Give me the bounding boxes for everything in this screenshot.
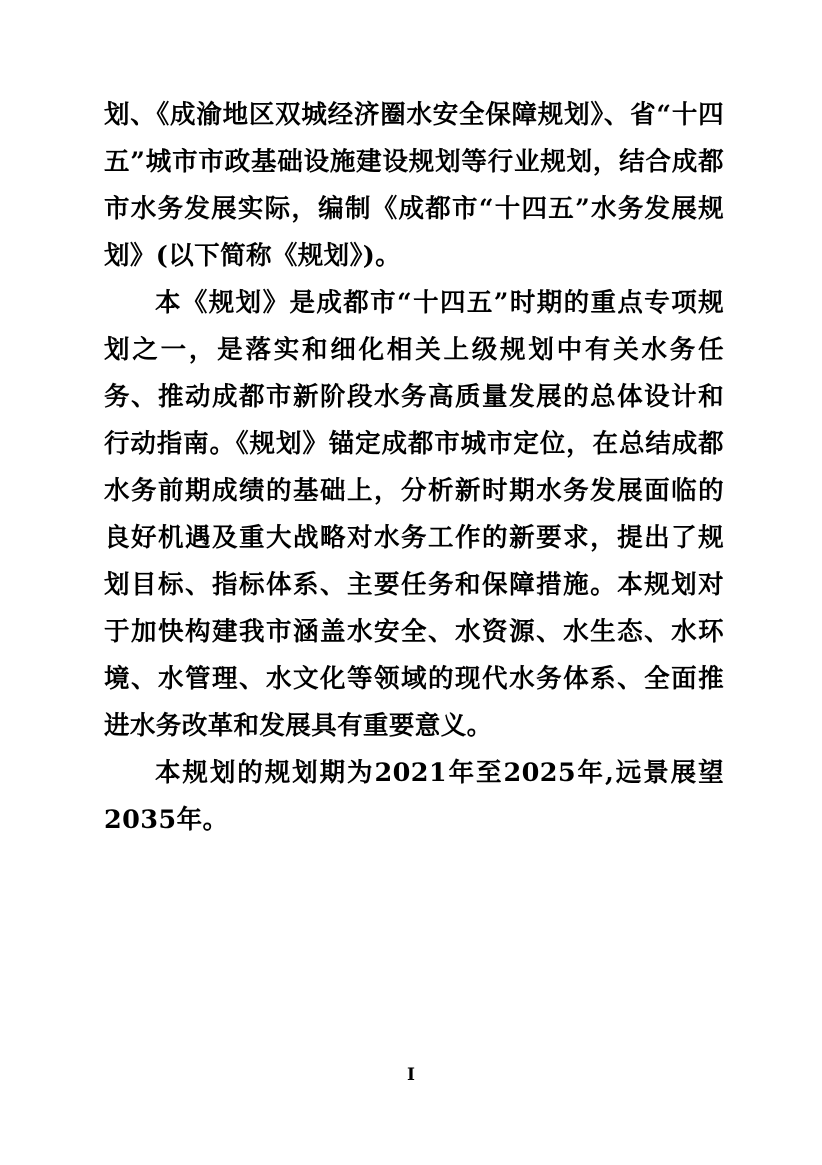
page-body — [104, 92, 724, 844]
paragraph-1: 划、《成渝地区双城经济圈水安全保障规划》、省“十四五”城市市政基础设施建设规划等行业规划，结合成都市水务发展实际，编制《成都市“十四五”水务发展规划》(以下简称《规划》)。 — [104, 100, 724, 271]
page-number: I — [407, 1065, 415, 1085]
paragraph-3: 本规划的规划期为2021年至2025年,远景展望2035年。 — [104, 758, 724, 835]
paragraph-2: 本《规划》是成都市“十四五”时期的重点专项规划之一，是落实和细化相关上级规划中有关水务任务、推动成都市新阶段水务高质量发展的总体设计和行动指南。《规划》锚定成都市城市定位，在总结成都水务前期成绩的基础上，分析新时期水务发展面临的良好机遇及重大战略对水务工作的新要求，提出了规划目标、指标体系、主要任务和保障措施。本规划对于加快构建我市涵盖水安全、水资源、水生态、水环境、水管理、水文化等领域的现代水务体系、全面推进水务改革和发展具有重要意义。 — [104, 288, 724, 741]
